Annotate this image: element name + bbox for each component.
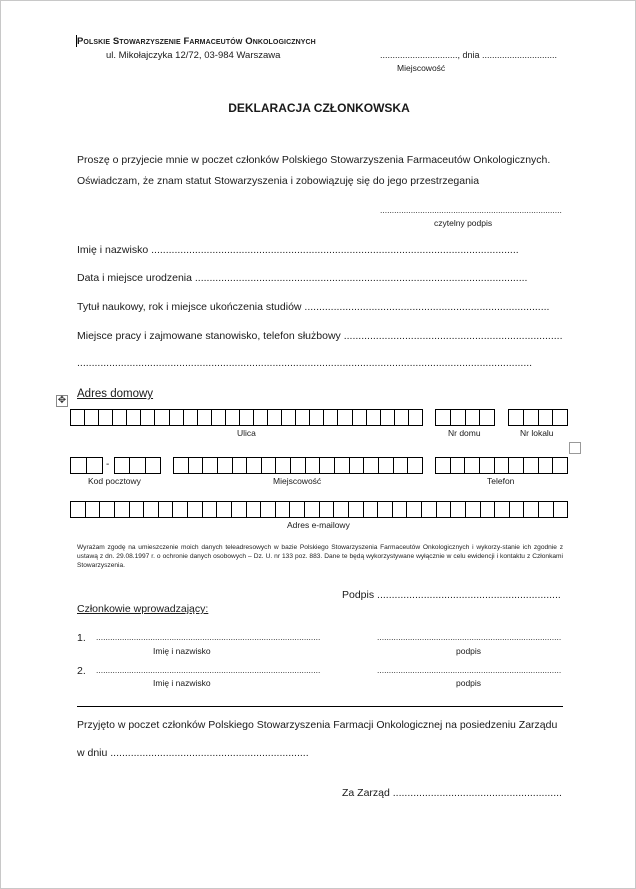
- acceptance-date-line[interactable]: w dniu ....................................................................: [77, 747, 309, 759]
- house-number-input[interactable]: [435, 409, 495, 426]
- board-signature-line[interactable]: Za Zarząd ..........................................................: [342, 787, 562, 799]
- declaration-line-1: Proszę o przyjecie mnie w poczet członków Polskiego Stowarzyszenia Farmaceutów Onkologicznych.: [77, 154, 551, 166]
- street-label: Ulica: [237, 428, 256, 438]
- member-1-number: 1.: [77, 632, 86, 644]
- field-name[interactable]: Imię i nazwisko ..............................................................................................................................: [77, 244, 519, 256]
- postal-code-part2-input[interactable]: [114, 457, 161, 474]
- signature-line[interactable]: .............................................................................: [380, 205, 562, 215]
- signature2-line[interactable]: Podpis ...............................................................: [342, 589, 561, 601]
- member-1-sign-label: podpis: [456, 646, 482, 656]
- phone-label: Telefon: [487, 476, 515, 486]
- phone-input[interactable]: [435, 457, 568, 474]
- street-input[interactable]: [70, 409, 423, 426]
- field-birth[interactable]: Data i miejsce urodzenia ..................................................................................................................: [77, 272, 528, 284]
- flat-number-label: Nr lokalu: [520, 428, 554, 438]
- place-label: Miejscowość: [397, 63, 446, 73]
- member-2-number: 2.: [77, 665, 86, 677]
- document-title: DEKLARACJA CZŁONKOWSKA: [228, 101, 410, 115]
- signature-label: czytelny podpis: [434, 218, 493, 228]
- members-heading: Członkowie wprowadzający:: [77, 603, 209, 615]
- postal-dash: -: [106, 459, 110, 470]
- member-2-sign-label: podpis: [456, 678, 482, 688]
- member-1-name-label: Imię i nazwisko: [153, 646, 211, 656]
- home-address-heading: Adres domowy: [77, 388, 154, 400]
- divider-line: [77, 706, 563, 707]
- email-input[interactable]: [70, 501, 568, 518]
- house-number-label: Nr domu: [448, 428, 481, 438]
- organization-address: ul. Mikołajczyka 12/72, 03-984 Warszawa: [106, 50, 281, 61]
- member-1-name-line[interactable]: ...............................................................................................: [96, 632, 321, 642]
- city-input[interactable]: [173, 457, 423, 474]
- city-label: Miejscowość: [273, 476, 322, 486]
- table-resize-handle[interactable]: [569, 442, 581, 454]
- field-work[interactable]: Miejsce pracy i zajmowane stanowisko, telefon służbowy ...........................................................................: [77, 330, 563, 342]
- email-label: Adres e-mailowy: [287, 520, 350, 530]
- postal-code-label: Kod pocztowy: [88, 476, 141, 486]
- place-date-line[interactable]: ..............................., dnia ..............................: [380, 50, 558, 60]
- field-work-continued[interactable]: ............................................................................................................................................................: [77, 357, 533, 369]
- member-2-name-line[interactable]: ...............................................................................................: [96, 665, 321, 675]
- organization-name: Polskie Stowarzyszenie Farmaceutów Onkologicznych: [77, 36, 316, 47]
- member-2-sign-line[interactable]: ..............................................................................: [377, 665, 562, 675]
- table-move-icon[interactable]: ✥: [57, 395, 67, 406]
- postal-code-part1-input[interactable]: [70, 457, 103, 474]
- field-degree[interactable]: Tytuł naukowy, rok i miejsce ukończenia studiów ....................................................................................: [77, 301, 550, 313]
- member-1-sign-line[interactable]: ..............................................................................: [377, 632, 562, 642]
- acceptance-line: Przyjęto w poczet członków Polskiego Stowarzyszenia Farmacji Onkologicznej na posiedzeniu Zarządu: [77, 719, 558, 731]
- flat-number-input[interactable]: [508, 409, 568, 426]
- member-2-name-label: Imię i nazwisko: [153, 678, 211, 688]
- consent-text: Wyrażam zgodę na umieszczenie moich danych teleadresowych w bazie Polskiego Stowarzyszenia Farmaceutów Onkologicznych i wykorzy-stanie ich zgodnie z ustawą z dn. 29.08.1997 r. o ochronie danych osobowych – Dz. U. nr 133 poz. 883. Dane te będą wykorzystywane wyłącznie w celu ewidencji i kontaktu z Członkami Stowarzyszenia.: [77, 544, 563, 569]
- declaration-line-2: Oświadczam, że znam statut Stowarzyszenia i zobowiązuję się do jego przestrzegania: [77, 175, 480, 187]
